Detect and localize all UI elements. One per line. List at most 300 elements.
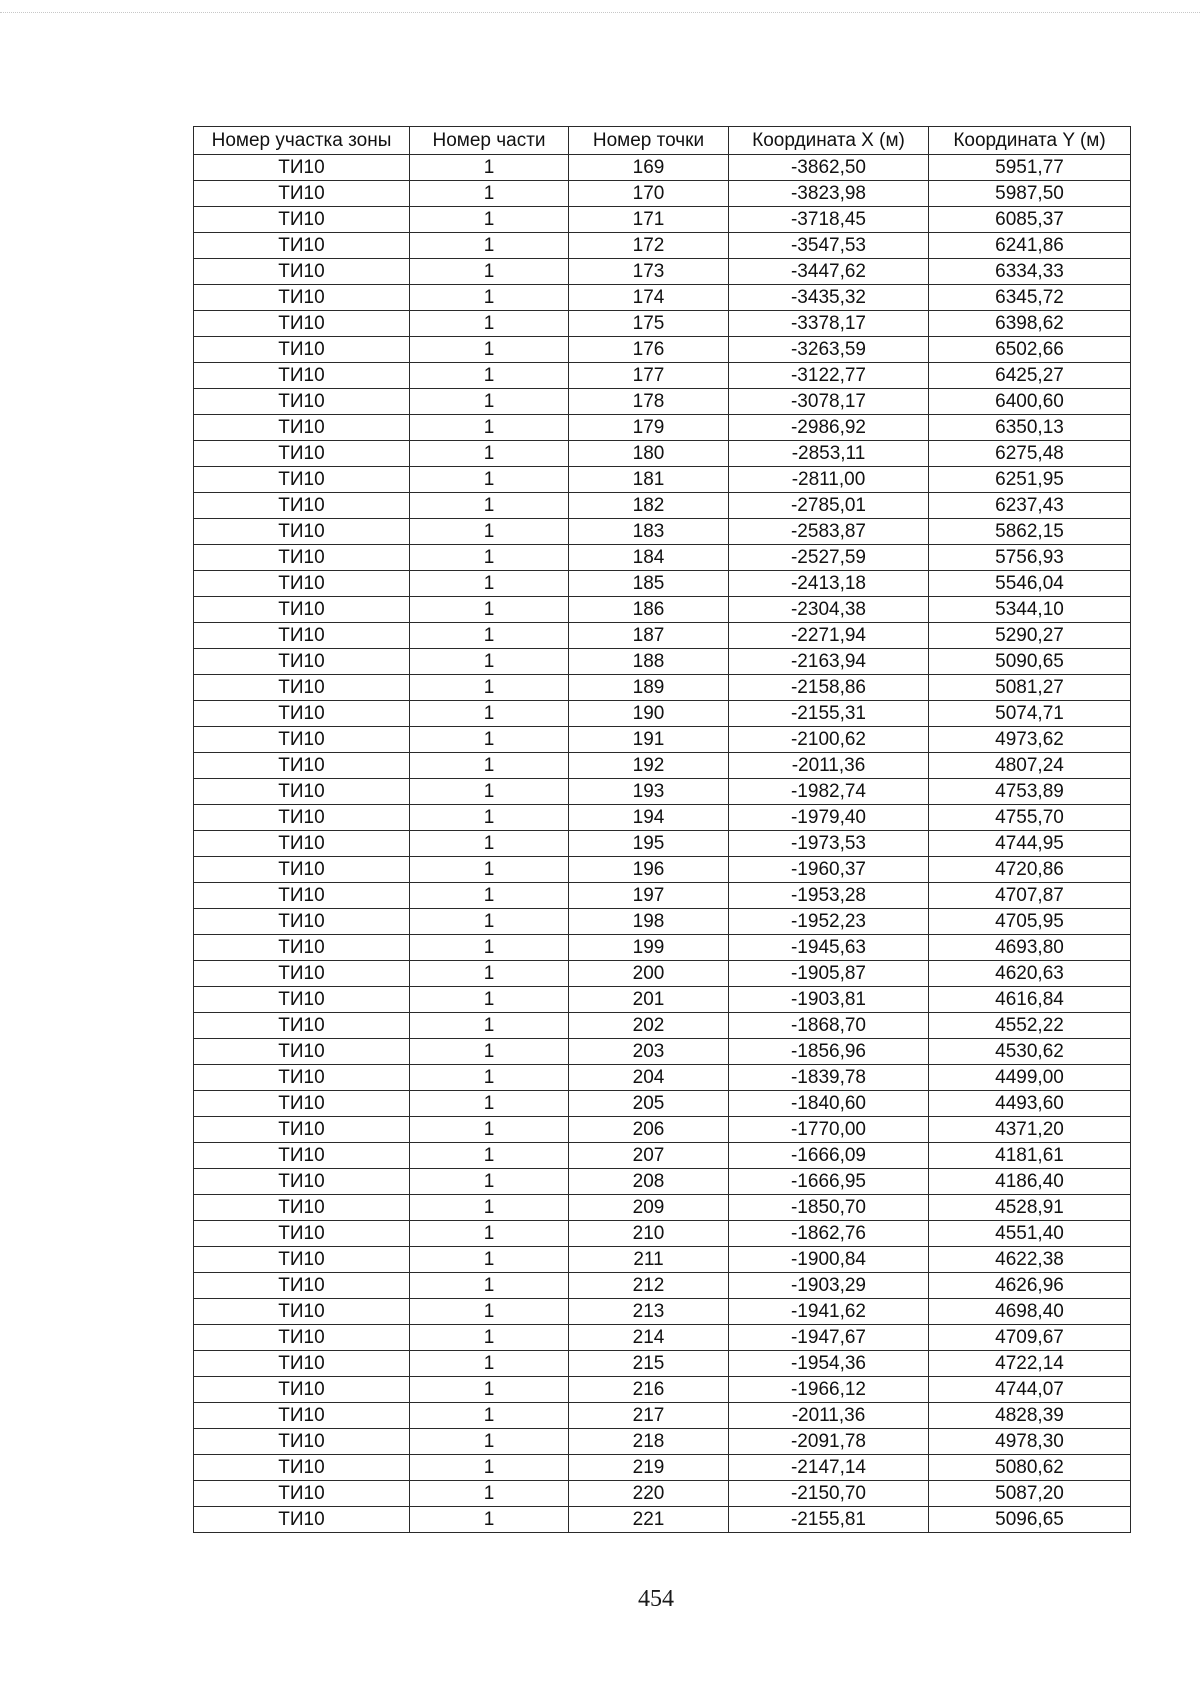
cell-point-number: 206 bbox=[569, 1117, 729, 1143]
cell-coordinate-y: 4626,96 bbox=[929, 1273, 1131, 1299]
cell-zone-section: ТИ10 bbox=[194, 1065, 410, 1091]
cell-part-number: 1 bbox=[410, 1117, 569, 1143]
cell-zone-section: ТИ10 bbox=[194, 493, 410, 519]
cell-part-number: 1 bbox=[410, 1195, 569, 1221]
cell-point-number: 194 bbox=[569, 805, 729, 831]
cell-zone-section: ТИ10 bbox=[194, 207, 410, 233]
cell-zone-section: ТИ10 bbox=[194, 155, 410, 181]
cell-zone-section: ТИ10 bbox=[194, 519, 410, 545]
cell-coordinate-y: 6350,13 bbox=[929, 415, 1131, 441]
cell-coordinate-x: -3122,77 bbox=[729, 363, 929, 389]
cell-coordinate-y: 4551,40 bbox=[929, 1221, 1131, 1247]
cell-coordinate-y: 4720,86 bbox=[929, 857, 1131, 883]
cell-coordinate-x: -2150,70 bbox=[729, 1481, 929, 1507]
cell-point-number: 203 bbox=[569, 1039, 729, 1065]
cell-coordinate-x: -2163,94 bbox=[729, 649, 929, 675]
cell-coordinate-x: -1953,28 bbox=[729, 883, 929, 909]
table-row bbox=[194, 623, 1131, 649]
cell-coordinate-x: -1947,67 bbox=[729, 1325, 929, 1351]
cell-part-number: 1 bbox=[410, 883, 569, 909]
cell-point-number: 179 bbox=[569, 415, 729, 441]
cell-coordinate-x: -2853,11 bbox=[729, 441, 929, 467]
table-row bbox=[194, 961, 1131, 987]
table-row bbox=[194, 1117, 1131, 1143]
cell-part-number: 1 bbox=[410, 1143, 569, 1169]
table-row bbox=[194, 727, 1131, 753]
table-row bbox=[194, 779, 1131, 805]
cell-coordinate-x: -3378,17 bbox=[729, 311, 929, 337]
cell-point-number: 204 bbox=[569, 1065, 729, 1091]
cell-part-number: 1 bbox=[410, 363, 569, 389]
page-number: 454 bbox=[638, 1586, 674, 1612]
cell-part-number: 1 bbox=[410, 1455, 569, 1481]
table-row bbox=[194, 883, 1131, 909]
cell-zone-section: ТИ10 bbox=[194, 1455, 410, 1481]
cell-coordinate-y: 4186,40 bbox=[929, 1169, 1131, 1195]
cell-point-number: 215 bbox=[569, 1351, 729, 1377]
table-row bbox=[194, 1299, 1131, 1325]
table-row bbox=[194, 415, 1131, 441]
cell-point-number: 181 bbox=[569, 467, 729, 493]
cell-point-number: 196 bbox=[569, 857, 729, 883]
cell-coordinate-x: -1966,12 bbox=[729, 1377, 929, 1403]
cell-coordinate-x: -2155,81 bbox=[729, 1507, 929, 1533]
table-row bbox=[194, 545, 1131, 571]
cell-coordinate-x: -1941,62 bbox=[729, 1299, 929, 1325]
cell-part-number: 1 bbox=[410, 961, 569, 987]
cell-part-number: 1 bbox=[410, 337, 569, 363]
cell-zone-section: ТИ10 bbox=[194, 779, 410, 805]
cell-coordinate-x: -2527,59 bbox=[729, 545, 929, 571]
cell-point-number: 198 bbox=[569, 909, 729, 935]
cell-zone-section: ТИ10 bbox=[194, 1273, 410, 1299]
cell-coordinate-x: -2100,62 bbox=[729, 727, 929, 753]
table-row bbox=[194, 493, 1131, 519]
cell-coordinate-x: -3823,98 bbox=[729, 181, 929, 207]
cell-part-number: 1 bbox=[410, 1039, 569, 1065]
table-row bbox=[194, 753, 1131, 779]
cell-coordinate-y: 4807,24 bbox=[929, 753, 1131, 779]
cell-coordinate-x: -3718,45 bbox=[729, 207, 929, 233]
cell-coordinate-x: -1973,53 bbox=[729, 831, 929, 857]
table-row bbox=[194, 1195, 1131, 1221]
cell-part-number: 1 bbox=[410, 805, 569, 831]
cell-zone-section: ТИ10 bbox=[194, 389, 410, 415]
cell-coordinate-y: 4753,89 bbox=[929, 779, 1131, 805]
cell-point-number: 205 bbox=[569, 1091, 729, 1117]
table-row bbox=[194, 1143, 1131, 1169]
table-row bbox=[194, 1351, 1131, 1377]
cell-coordinate-x: -2011,36 bbox=[729, 1403, 929, 1429]
cell-zone-section: ТИ10 bbox=[194, 701, 410, 727]
cell-zone-section: ТИ10 bbox=[194, 1429, 410, 1455]
cell-coordinate-y: 5344,10 bbox=[929, 597, 1131, 623]
cell-zone-section: ТИ10 bbox=[194, 1117, 410, 1143]
cell-point-number: 176 bbox=[569, 337, 729, 363]
table-row bbox=[194, 1403, 1131, 1429]
cell-coordinate-x: -2583,87 bbox=[729, 519, 929, 545]
cell-point-number: 186 bbox=[569, 597, 729, 623]
cell-zone-section: ТИ10 bbox=[194, 337, 410, 363]
cell-coordinate-x: -1850,70 bbox=[729, 1195, 929, 1221]
cell-zone-section: ТИ10 bbox=[194, 1377, 410, 1403]
cell-zone-section: ТИ10 bbox=[194, 363, 410, 389]
cell-part-number: 1 bbox=[410, 1169, 569, 1195]
cell-zone-section: ТИ10 bbox=[194, 831, 410, 857]
cell-coordinate-x: -1979,40 bbox=[729, 805, 929, 831]
cell-coordinate-y: 6400,60 bbox=[929, 389, 1131, 415]
cell-zone-section: ТИ10 bbox=[194, 1039, 410, 1065]
table-row bbox=[194, 935, 1131, 961]
cell-coordinate-x: -2091,78 bbox=[729, 1429, 929, 1455]
cell-point-number: 217 bbox=[569, 1403, 729, 1429]
cell-zone-section: ТИ10 bbox=[194, 1013, 410, 1039]
cell-zone-section: ТИ10 bbox=[194, 1403, 410, 1429]
table-row bbox=[194, 363, 1131, 389]
cell-coordinate-x: -2271,94 bbox=[729, 623, 929, 649]
table-row bbox=[194, 181, 1131, 207]
cell-part-number: 1 bbox=[410, 987, 569, 1013]
cell-coordinate-y: 5951,77 bbox=[929, 155, 1131, 181]
cell-coordinate-x: -2304,38 bbox=[729, 597, 929, 623]
cell-coordinate-x: -2785,01 bbox=[729, 493, 929, 519]
cell-coordinate-x: -3447,62 bbox=[729, 259, 929, 285]
cell-coordinate-y: 5756,93 bbox=[929, 545, 1131, 571]
header-coordinate-y: Координата Y (м) bbox=[929, 127, 1131, 155]
cell-part-number: 1 bbox=[410, 935, 569, 961]
cell-coordinate-y: 4371,20 bbox=[929, 1117, 1131, 1143]
cell-coordinate-x: -2986,92 bbox=[729, 415, 929, 441]
table-row bbox=[194, 1247, 1131, 1273]
cell-part-number: 1 bbox=[410, 779, 569, 805]
cell-point-number: 219 bbox=[569, 1455, 729, 1481]
cell-part-number: 1 bbox=[410, 1221, 569, 1247]
table-row bbox=[194, 909, 1131, 935]
cell-part-number: 1 bbox=[410, 311, 569, 337]
cell-coordinate-x: -1903,29 bbox=[729, 1273, 929, 1299]
cell-part-number: 1 bbox=[410, 727, 569, 753]
cell-coordinate-y: 6502,66 bbox=[929, 337, 1131, 363]
cell-part-number: 1 bbox=[410, 1247, 569, 1273]
cell-part-number: 1 bbox=[410, 571, 569, 597]
cell-part-number: 1 bbox=[410, 181, 569, 207]
cell-point-number: 189 bbox=[569, 675, 729, 701]
cell-coordinate-x: -3263,59 bbox=[729, 337, 929, 363]
cell-coordinate-y: 6085,37 bbox=[929, 207, 1131, 233]
cell-part-number: 1 bbox=[410, 597, 569, 623]
cell-zone-section: ТИ10 bbox=[194, 1351, 410, 1377]
cell-part-number: 1 bbox=[410, 1481, 569, 1507]
cell-part-number: 1 bbox=[410, 493, 569, 519]
cell-coordinate-y: 6425,27 bbox=[929, 363, 1131, 389]
cell-part-number: 1 bbox=[410, 259, 569, 285]
cell-coordinate-x: -1954,36 bbox=[729, 1351, 929, 1377]
cell-part-number: 1 bbox=[410, 415, 569, 441]
cell-coordinate-x: -1952,23 bbox=[729, 909, 929, 935]
table-row bbox=[194, 805, 1131, 831]
cell-coordinate-y: 4828,39 bbox=[929, 1403, 1131, 1429]
cell-part-number: 1 bbox=[410, 675, 569, 701]
cell-coordinate-y: 4709,67 bbox=[929, 1325, 1131, 1351]
cell-coordinate-x: -1903,81 bbox=[729, 987, 929, 1013]
cell-coordinate-x: -1839,78 bbox=[729, 1065, 929, 1091]
cell-part-number: 1 bbox=[410, 285, 569, 311]
cell-point-number: 190 bbox=[569, 701, 729, 727]
cell-point-number: 171 bbox=[569, 207, 729, 233]
cell-point-number: 193 bbox=[569, 779, 729, 805]
cell-coordinate-x: -2147,14 bbox=[729, 1455, 929, 1481]
cell-zone-section: ТИ10 bbox=[194, 467, 410, 493]
cell-coordinate-y: 4530,62 bbox=[929, 1039, 1131, 1065]
cell-point-number: 202 bbox=[569, 1013, 729, 1039]
table-row bbox=[194, 1377, 1131, 1403]
table-row bbox=[194, 597, 1131, 623]
coordinates-table bbox=[193, 126, 1131, 1533]
cell-point-number: 174 bbox=[569, 285, 729, 311]
cell-zone-section: ТИ10 bbox=[194, 675, 410, 701]
table-row bbox=[194, 987, 1131, 1013]
table-row bbox=[194, 1091, 1131, 1117]
cell-part-number: 1 bbox=[410, 1429, 569, 1455]
cell-coordinate-x: -1900,84 bbox=[729, 1247, 929, 1273]
table-row bbox=[194, 675, 1131, 701]
cell-part-number: 1 bbox=[410, 441, 569, 467]
cell-part-number: 1 bbox=[410, 623, 569, 649]
cell-point-number: 197 bbox=[569, 883, 729, 909]
table-row bbox=[194, 311, 1131, 337]
cell-zone-section: ТИ10 bbox=[194, 623, 410, 649]
cell-coordinate-x: -2158,86 bbox=[729, 675, 929, 701]
table-row bbox=[194, 1039, 1131, 1065]
cell-part-number: 1 bbox=[410, 1065, 569, 1091]
cell-zone-section: ТИ10 bbox=[194, 649, 410, 675]
cell-coordinate-x: -1840,60 bbox=[729, 1091, 929, 1117]
cell-point-number: 221 bbox=[569, 1507, 729, 1533]
cell-part-number: 1 bbox=[410, 233, 569, 259]
table-row bbox=[194, 857, 1131, 883]
cell-coordinate-y: 4181,61 bbox=[929, 1143, 1131, 1169]
cell-zone-section: ТИ10 bbox=[194, 181, 410, 207]
cell-coordinate-y: 5074,71 bbox=[929, 701, 1131, 727]
cell-coordinate-y: 4499,00 bbox=[929, 1065, 1131, 1091]
cell-part-number: 1 bbox=[410, 207, 569, 233]
table-row bbox=[194, 1065, 1131, 1091]
cell-coordinate-x: -3078,17 bbox=[729, 389, 929, 415]
cell-part-number: 1 bbox=[410, 701, 569, 727]
table-row bbox=[194, 337, 1131, 363]
cell-point-number: 184 bbox=[569, 545, 729, 571]
cell-part-number: 1 bbox=[410, 909, 569, 935]
cell-coordinate-y: 4755,70 bbox=[929, 805, 1131, 831]
cell-part-number: 1 bbox=[410, 155, 569, 181]
cell-point-number: 207 bbox=[569, 1143, 729, 1169]
cell-zone-section: ТИ10 bbox=[194, 883, 410, 909]
cell-coordinate-y: 5081,27 bbox=[929, 675, 1131, 701]
table-row bbox=[194, 831, 1131, 857]
cell-coordinate-y: 4707,87 bbox=[929, 883, 1131, 909]
cell-coordinate-y: 4616,84 bbox=[929, 987, 1131, 1013]
cell-part-number: 1 bbox=[410, 519, 569, 545]
cell-point-number: 192 bbox=[569, 753, 729, 779]
cell-point-number: 177 bbox=[569, 363, 729, 389]
cell-coordinate-y: 5096,65 bbox=[929, 1507, 1131, 1533]
table-row bbox=[194, 1455, 1131, 1481]
cell-coordinate-y: 6251,95 bbox=[929, 467, 1131, 493]
cell-point-number: 172 bbox=[569, 233, 729, 259]
header-point-number: Номер точки bbox=[569, 127, 729, 155]
cell-zone-section: ТИ10 bbox=[194, 727, 410, 753]
table-header bbox=[194, 127, 1131, 155]
cell-coordinate-x: -1960,37 bbox=[729, 857, 929, 883]
cell-coordinate-y: 6398,62 bbox=[929, 311, 1131, 337]
cell-coordinate-y: 6237,43 bbox=[929, 493, 1131, 519]
cell-point-number: 173 bbox=[569, 259, 729, 285]
cell-point-number: 200 bbox=[569, 961, 729, 987]
cell-coordinate-y: 4722,14 bbox=[929, 1351, 1131, 1377]
cell-coordinate-x: -1862,76 bbox=[729, 1221, 929, 1247]
cell-point-number: 211 bbox=[569, 1247, 729, 1273]
cell-coordinate-x: -1868,70 bbox=[729, 1013, 929, 1039]
cell-part-number: 1 bbox=[410, 389, 569, 415]
cell-zone-section: ТИ10 bbox=[194, 415, 410, 441]
cell-zone-section: ТИ10 bbox=[194, 1481, 410, 1507]
scan-edge-line bbox=[0, 12, 1200, 13]
cell-point-number: 212 bbox=[569, 1273, 729, 1299]
cell-part-number: 1 bbox=[410, 1507, 569, 1533]
cell-point-number: 216 bbox=[569, 1377, 729, 1403]
cell-point-number: 180 bbox=[569, 441, 729, 467]
cell-coordinate-x: -1770,00 bbox=[729, 1117, 929, 1143]
cell-zone-section: ТИ10 bbox=[194, 1221, 410, 1247]
cell-point-number: 199 bbox=[569, 935, 729, 961]
table-row bbox=[194, 233, 1131, 259]
cell-coordinate-y: 5290,27 bbox=[929, 623, 1131, 649]
cell-coordinate-x: -1666,09 bbox=[729, 1143, 929, 1169]
cell-coordinate-y: 5546,04 bbox=[929, 571, 1131, 597]
cell-coordinate-x: -3862,50 bbox=[729, 155, 929, 181]
cell-coordinate-x: -3435,32 bbox=[729, 285, 929, 311]
cell-part-number: 1 bbox=[410, 649, 569, 675]
cell-point-number: 175 bbox=[569, 311, 729, 337]
table-row bbox=[194, 701, 1131, 727]
table-body bbox=[194, 155, 1131, 1533]
cell-zone-section: ТИ10 bbox=[194, 545, 410, 571]
cell-point-number: 183 bbox=[569, 519, 729, 545]
cell-zone-section: ТИ10 bbox=[194, 753, 410, 779]
cell-zone-section: ТИ10 bbox=[194, 1143, 410, 1169]
cell-part-number: 1 bbox=[410, 1351, 569, 1377]
cell-coordinate-y: 5080,62 bbox=[929, 1455, 1131, 1481]
cell-part-number: 1 bbox=[410, 1299, 569, 1325]
cell-part-number: 1 bbox=[410, 467, 569, 493]
cell-part-number: 1 bbox=[410, 1273, 569, 1299]
cell-point-number: 170 bbox=[569, 181, 729, 207]
table-row bbox=[194, 1169, 1131, 1195]
cell-coordinate-y: 6345,72 bbox=[929, 285, 1131, 311]
cell-point-number: 208 bbox=[569, 1169, 729, 1195]
cell-coordinate-x: -2011,36 bbox=[729, 753, 929, 779]
cell-coordinate-y: 4528,91 bbox=[929, 1195, 1131, 1221]
cell-coordinate-y: 4620,63 bbox=[929, 961, 1131, 987]
table-row bbox=[194, 649, 1131, 675]
table-row bbox=[194, 1325, 1131, 1351]
cell-coordinate-x: -2811,00 bbox=[729, 467, 929, 493]
cell-coordinate-y: 4973,62 bbox=[929, 727, 1131, 753]
cell-part-number: 1 bbox=[410, 545, 569, 571]
cell-part-number: 1 bbox=[410, 1325, 569, 1351]
cell-point-number: 187 bbox=[569, 623, 729, 649]
cell-coordinate-y: 4693,80 bbox=[929, 935, 1131, 961]
table-row bbox=[194, 389, 1131, 415]
table-row bbox=[194, 285, 1131, 311]
header-part-number: Номер части bbox=[410, 127, 569, 155]
cell-zone-section: ТИ10 bbox=[194, 597, 410, 623]
cell-zone-section: ТИ10 bbox=[194, 1195, 410, 1221]
table-row bbox=[194, 519, 1131, 545]
cell-coordinate-y: 4552,22 bbox=[929, 1013, 1131, 1039]
cell-point-number: 220 bbox=[569, 1481, 729, 1507]
cell-point-number: 201 bbox=[569, 987, 729, 1013]
cell-coordinate-x: -3547,53 bbox=[729, 233, 929, 259]
cell-zone-section: ТИ10 bbox=[194, 259, 410, 285]
cell-coordinate-x: -1856,96 bbox=[729, 1039, 929, 1065]
cell-point-number: 191 bbox=[569, 727, 729, 753]
cell-zone-section: ТИ10 bbox=[194, 233, 410, 259]
table-row bbox=[194, 441, 1131, 467]
cell-part-number: 1 bbox=[410, 1377, 569, 1403]
header-zone-section: Номер участка зоны bbox=[194, 127, 410, 155]
cell-point-number: 182 bbox=[569, 493, 729, 519]
cell-zone-section: ТИ10 bbox=[194, 1507, 410, 1533]
cell-point-number: 178 bbox=[569, 389, 729, 415]
cell-point-number: 213 bbox=[569, 1299, 729, 1325]
cell-coordinate-y: 4744,07 bbox=[929, 1377, 1131, 1403]
cell-point-number: 209 bbox=[569, 1195, 729, 1221]
cell-zone-section: ТИ10 bbox=[194, 571, 410, 597]
table-row bbox=[194, 1481, 1131, 1507]
cell-zone-section: ТИ10 bbox=[194, 441, 410, 467]
cell-part-number: 1 bbox=[410, 1013, 569, 1039]
cell-zone-section: ТИ10 bbox=[194, 805, 410, 831]
table-row bbox=[194, 1221, 1131, 1247]
cell-coordinate-y: 4622,38 bbox=[929, 1247, 1131, 1273]
cell-part-number: 1 bbox=[410, 1091, 569, 1117]
cell-zone-section: ТИ10 bbox=[194, 909, 410, 935]
cell-coordinate-x: -1905,87 bbox=[729, 961, 929, 987]
cell-coordinate-y: 4698,40 bbox=[929, 1299, 1131, 1325]
cell-coordinate-y: 5987,50 bbox=[929, 181, 1131, 207]
cell-zone-section: ТИ10 bbox=[194, 1169, 410, 1195]
cell-zone-section: ТИ10 bbox=[194, 961, 410, 987]
cell-coordinate-y: 6275,48 bbox=[929, 441, 1131, 467]
cell-zone-section: ТИ10 bbox=[194, 1247, 410, 1273]
cell-zone-section: ТИ10 bbox=[194, 311, 410, 337]
table-row bbox=[194, 259, 1131, 285]
header-coordinate-x: Координата X (м) bbox=[729, 127, 929, 155]
cell-coordinate-x: -1666,95 bbox=[729, 1169, 929, 1195]
header-row bbox=[194, 127, 1131, 155]
cell-coordinate-y: 4744,95 bbox=[929, 831, 1131, 857]
cell-part-number: 1 bbox=[410, 831, 569, 857]
cell-coordinate-y: 4705,95 bbox=[929, 909, 1131, 935]
table-row bbox=[194, 1013, 1131, 1039]
cell-coordinate-y: 4978,30 bbox=[929, 1429, 1131, 1455]
cell-zone-section: ТИ10 bbox=[194, 857, 410, 883]
cell-part-number: 1 bbox=[410, 857, 569, 883]
cell-zone-section: ТИ10 bbox=[194, 285, 410, 311]
table-row bbox=[194, 467, 1131, 493]
table-row bbox=[194, 207, 1131, 233]
